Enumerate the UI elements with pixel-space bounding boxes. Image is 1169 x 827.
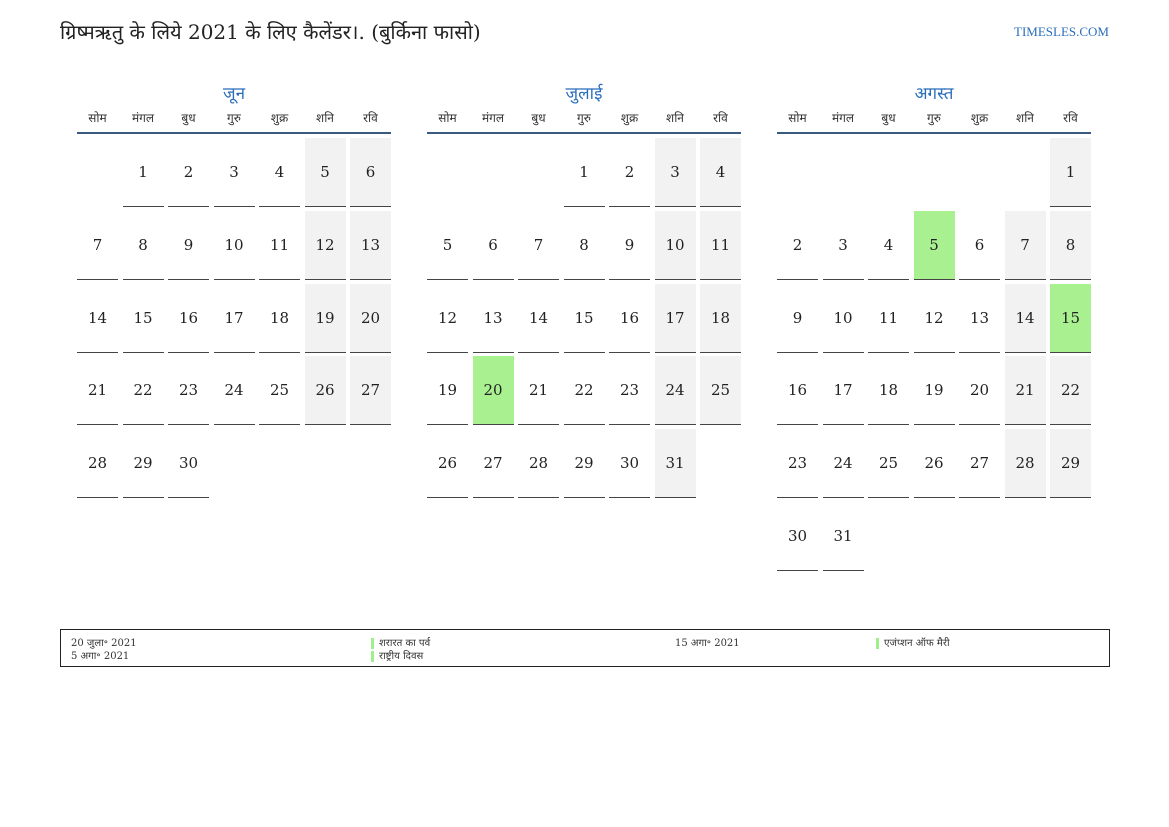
day-cell[interactable]: 9 [609,211,650,280]
weekday-label: बुध [881,111,896,125]
day-cell[interactable]: 7 [77,211,118,280]
day-cell[interactable]: 30 [609,429,650,498]
weekday-label: बुध [531,111,546,125]
month-calendar [777,82,1091,575]
day-cell[interactable]: 4 [868,211,909,280]
day-cell[interactable]: 30 [777,502,818,571]
day-cell[interactable]: 10 [214,211,255,280]
day-cell[interactable]: 29 [123,429,164,498]
day-cell[interactable]: 5 [914,211,955,280]
empty-cell [77,138,118,211]
day-cell[interactable]: 14 [518,284,559,353]
day-cell[interactable]: 2 [168,138,209,207]
day-cell[interactable]: 2 [777,211,818,280]
weekday-label: सोम [88,111,107,125]
empty-cell [823,138,864,211]
weekday-label: गुरु [927,111,941,125]
day-cell[interactable]: 1 [123,138,164,207]
day-cell[interactable]: 3 [655,138,696,207]
day-grid [77,138,391,502]
day-cell[interactable]: 17 [655,284,696,353]
holiday-marker [371,651,374,662]
day-cell[interactable]: 25 [868,429,909,498]
weekday-label: सोम [438,111,457,125]
day-cell[interactable]: 18 [259,284,300,353]
legend-holiday [876,635,950,649]
day-cell[interactable]: 26 [305,356,346,425]
weekday-label: गुरु [227,111,241,125]
legend-date: 5 अगा॰ 2021 [71,651,130,662]
weekday-label: शुक्र [270,111,289,125]
weekday-label: रवि [363,111,378,125]
day-cell[interactable]: 9 [168,211,209,280]
day-cell[interactable]: 19 [427,356,468,425]
empty-cell [868,138,909,211]
day-cell[interactable]: 13 [959,284,1000,353]
day-cell[interactable]: 15 [123,284,164,353]
day-cell[interactable]: 11 [700,211,741,280]
site-link[interactable]: TIMESLES.COM [1014,24,1109,39]
day-cell[interactable]: 1 [1050,138,1091,207]
day-cell[interactable]: 6 [959,211,1000,280]
weekday-label: रवि [713,111,728,125]
weekday-label: सोम [788,111,807,125]
day-cell[interactable]: 10 [823,284,864,353]
month-calendar [427,82,741,502]
day-cell[interactable]: 25 [700,356,741,425]
day-cell[interactable]: 31 [823,502,864,571]
day-cell[interactable]: 6 [350,138,391,207]
day-cell[interactable]: 18 [868,356,909,425]
day-cell[interactable]: 19 [914,356,955,425]
day-cell[interactable]: 22 [564,356,605,425]
day-cell[interactable]: 16 [168,284,209,353]
day-cell[interactable]: 20 [350,284,391,353]
empty-cell [914,138,955,211]
day-cell[interactable]: 20 [959,356,1000,425]
legend-holiday [371,635,430,649]
day-cell[interactable]: 4 [259,138,300,207]
empty-cell [427,138,468,211]
day-cell[interactable]: 16 [777,356,818,425]
day-cell[interactable]: 18 [700,284,741,353]
weekday-label: शनि [1016,111,1034,125]
weekday-label: रवि [1063,111,1078,125]
weekday-label: शनि [666,111,684,125]
day-cell[interactable]: 22 [123,356,164,425]
day-cell[interactable]: 12 [914,284,955,353]
legend-name: एजंप्शन ऑफ मैरी [884,638,950,649]
day-cell[interactable]: 12 [305,211,346,280]
day-cell[interactable]: 5 [305,138,346,207]
day-cell[interactable]: 31 [655,429,696,498]
weekday-label: गुरु [577,111,591,125]
day-cell[interactable]: 28 [77,429,118,498]
day-cell[interactable]: 26 [914,429,955,498]
month-name: अगस्त [914,84,954,104]
day-cell[interactable]: 17 [823,356,864,425]
day-cell[interactable]: 3 [823,211,864,280]
day-cell[interactable]: 1 [564,138,605,207]
page-title: ग्रिष्मऋतु के लिये 2021 के लिए कैलेंडर।. (बुर्किना फासो) [60,20,481,44]
empty-cell [1005,138,1046,211]
day-cell[interactable]: 21 [518,356,559,425]
legend-date: 15 अगा॰ 2021 [675,638,740,649]
weekday-label: शनि [316,111,334,125]
day-cell[interactable]: 7 [1005,211,1046,280]
day-cell[interactable]: 30 [168,429,209,498]
legend-name: राष्ट्रीय दिवस [379,651,424,662]
day-cell[interactable]: 10 [655,211,696,280]
day-cell[interactable]: 21 [1005,356,1046,425]
month-name: जुलाई [565,84,603,104]
day-cell[interactable]: 2 [609,138,650,207]
weekday-label: शुक्र [620,111,639,125]
day-cell[interactable]: 15 [1050,284,1091,353]
day-cell[interactable]: 28 [518,429,559,498]
weekday-label: मंगल [481,111,505,125]
day-cell[interactable]: 23 [168,356,209,425]
weekday-label: बुध [181,111,196,125]
day-cell[interactable]: 19 [305,284,346,353]
day-cell[interactable]: 16 [609,284,650,353]
holiday-marker [876,638,879,649]
day-cell[interactable]: 14 [77,284,118,353]
day-cell[interactable]: 12 [427,284,468,353]
day-cell[interactable]: 9 [777,284,818,353]
day-cell[interactable]: 26 [427,429,468,498]
day-cell[interactable]: 27 [473,429,514,498]
weekday-header [77,108,391,134]
day-cell[interactable]: 24 [823,429,864,498]
day-cell[interactable]: 28 [1005,429,1046,498]
day-cell[interactable]: 24 [655,356,696,425]
weekday-label: शुक्र [970,111,989,125]
day-cell[interactable]: 17 [214,284,255,353]
legend-name: शरारत का पर्व [379,638,431,649]
day-grid [427,138,741,502]
day-cell[interactable]: 24 [214,356,255,425]
day-cell[interactable]: 4 [700,138,741,207]
day-cell[interactable]: 8 [564,211,605,280]
day-cell[interactable]: 5 [427,211,468,280]
day-cell[interactable]: 11 [259,211,300,280]
day-cell[interactable]: 20 [473,356,514,425]
day-cell[interactable]: 23 [777,429,818,498]
holiday-legend [60,629,1110,667]
empty-cell [518,138,559,211]
legend-holiday [371,648,423,662]
day-cell[interactable]: 3 [214,138,255,207]
legend-date: 20 जुला॰ 2021 [71,638,137,649]
day-cell[interactable]: 23 [609,356,650,425]
weekday-label: मंगल [131,111,155,125]
day-cell[interactable]: 6 [473,211,514,280]
day-grid [777,138,1091,575]
day-cell[interactable]: 8 [1050,211,1091,280]
day-cell[interactable]: 14 [1005,284,1046,353]
day-cell[interactable]: 25 [259,356,300,425]
weekday-header [427,108,741,134]
weekday-label: मंगल [831,111,855,125]
day-cell[interactable]: 29 [564,429,605,498]
day-cell[interactable]: 11 [868,284,909,353]
empty-cell [777,138,818,211]
day-cell[interactable]: 27 [959,429,1000,498]
day-cell[interactable]: 8 [123,211,164,280]
month-calendar [77,82,391,502]
day-cell[interactable]: 7 [518,211,559,280]
weekday-header [777,108,1091,134]
day-cell[interactable]: 21 [77,356,118,425]
day-cell[interactable]: 27 [350,356,391,425]
empty-cell [959,138,1000,211]
day-cell[interactable]: 15 [564,284,605,353]
empty-cell [473,138,514,211]
day-cell[interactable]: 13 [473,284,514,353]
month-name: जून [222,84,246,104]
day-cell[interactable]: 13 [350,211,391,280]
day-cell[interactable]: 22 [1050,356,1091,425]
day-cell[interactable]: 29 [1050,429,1091,498]
